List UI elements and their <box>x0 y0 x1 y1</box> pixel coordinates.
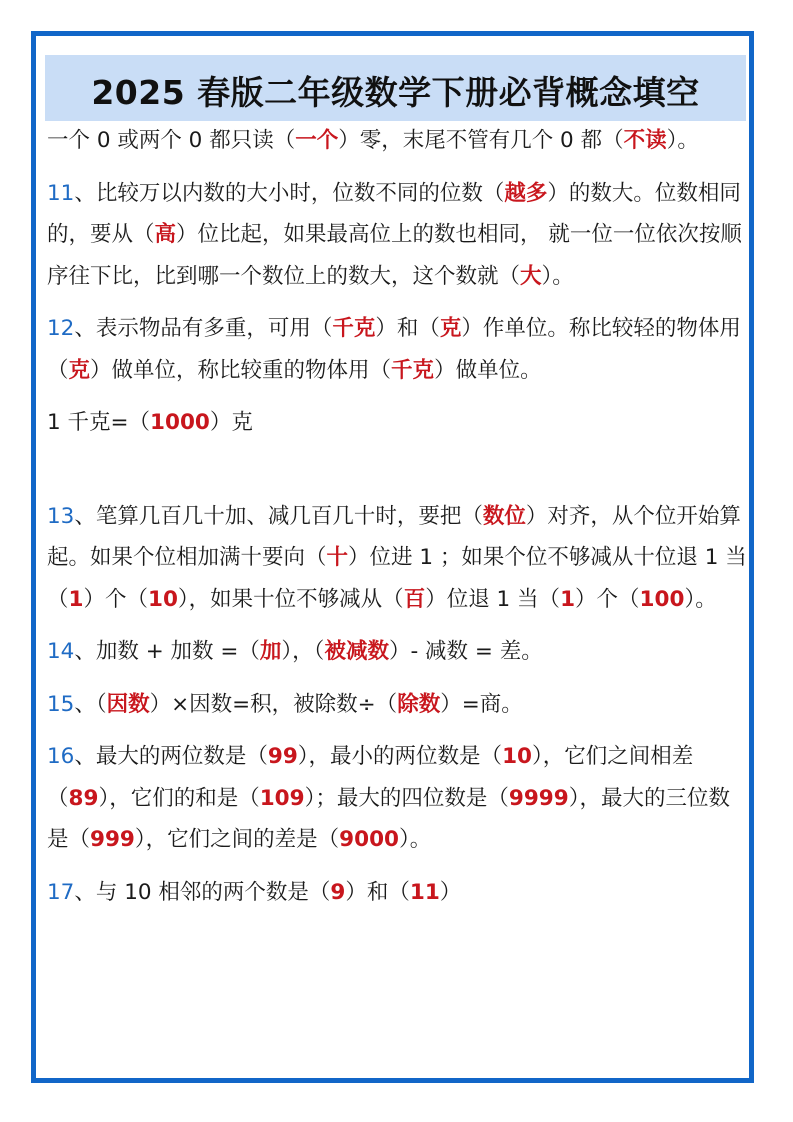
statement-text: ） <box>439 879 462 905</box>
statement-text: ）和（ <box>345 879 410 905</box>
answer-text: 高 <box>154 222 177 247</box>
answer-text: 109 <box>259 785 305 811</box>
item-number: 12 <box>47 316 75 341</box>
item-number: 11 <box>47 180 75 206</box>
statement-text: ）位退 1 当（ <box>425 586 561 612</box>
statement-text: ）对齐，从个位开始算起。如果个位相加满十要向（ <box>47 503 741 570</box>
answer-text: 十 <box>326 545 349 570</box>
statement-text: ）做单位。 <box>434 357 542 383</box>
item-number: 15 <box>47 691 75 717</box>
answer-text: 89 <box>68 785 99 811</box>
answer-text: 百 <box>403 586 426 612</box>
answer-text: 一个 <box>295 128 339 153</box>
statement-text: ）。 <box>399 827 432 852</box>
answer-text: 数位 <box>482 503 526 529</box>
statement-text: ），它们之间相差（ <box>47 744 694 811</box>
concept-item <box>47 872 747 914</box>
statement-text: 、比较万以内数的大小时，位数不同的位数（ <box>74 180 505 206</box>
statement-text: ）的数大。位数相同的，要从（ <box>47 180 741 247</box>
statement-text: ）作单位。称比较轻的物体用（ <box>47 316 741 383</box>
answer-text: 1 <box>560 586 576 612</box>
statement-text: ），如果十位不够减从（ <box>177 586 404 612</box>
page-title: 2025 春版二年级数学下册必背概念填空 <box>91 73 700 112</box>
statement-text: ），最小的两位数是（ <box>297 744 503 769</box>
item-number: 13 <box>47 503 75 529</box>
answer-text: 10 <box>148 586 178 612</box>
concept-item <box>47 684 747 726</box>
concept-list <box>47 120 747 924</box>
blank-gap <box>47 455 747 496</box>
answer-text: 9000 <box>339 827 400 852</box>
item-number: 14 <box>47 639 75 664</box>
statement-text: ），（ <box>281 639 325 664</box>
answer-text: 千克 <box>391 357 435 383</box>
item-number: 17 <box>47 879 75 905</box>
answer-text: 克 <box>68 357 91 383</box>
statement-text: ）位进 1 ；如果个位不够减从十位退 1 当（ <box>47 545 747 612</box>
answer-text: 大 <box>520 263 542 289</box>
statement-text: ），它们之间的差是（ <box>134 827 340 852</box>
concept-item <box>47 402 747 444</box>
concept-item <box>47 173 747 298</box>
answer-text: 9999 <box>508 785 569 811</box>
answer-text: 克 <box>439 316 462 341</box>
statement-text: ）零，末尾不管有几个 0 都（ <box>338 128 624 153</box>
statement-text: 、最大的两位数是（ <box>74 744 268 769</box>
statement-text: ）；最大的四位数是（ <box>304 785 509 811</box>
statement-text: 、表示物品有多重，可用（ <box>74 316 333 341</box>
answer-text: 11 <box>409 879 440 905</box>
answer-text: 1 <box>68 586 84 612</box>
statement-text: 、与 10 相邻的两个数是（ <box>74 879 331 905</box>
statement-text: ）。 <box>684 586 717 612</box>
statement-text: 、笔算几百几十加、减几百几十时，要把（ <box>74 503 483 529</box>
statement-text: ）- 减数 = 差。 <box>388 639 543 664</box>
statement-text: ）和（ <box>375 316 440 341</box>
statement-text: 一个 0 或两个 0 都只读（ <box>47 128 296 153</box>
statement-text: ）克 <box>209 410 253 435</box>
answer-text: 999 <box>90 827 135 852</box>
concept-item <box>47 496 747 621</box>
item-number: 16 <box>47 744 75 769</box>
answer-text: 99 <box>267 744 298 769</box>
statement-text: 1 千克=（ <box>47 410 151 435</box>
answer-text: 被减数 <box>324 639 389 664</box>
answer-text: 因数 <box>106 691 150 717</box>
answer-text: 除数 <box>397 691 441 717</box>
statement-text: ）×因数=积，被除数÷（ <box>149 691 398 717</box>
statement-text: 、（ <box>74 691 107 717</box>
answer-text: 越多 <box>504 180 548 206</box>
statement-text: ）个（ <box>83 586 148 612</box>
statement-text: ）=商。 <box>440 691 523 717</box>
answer-text: 加 <box>259 639 282 664</box>
statement-text: ）。 <box>666 128 699 153</box>
answer-text: 100 <box>639 586 685 612</box>
statement-text: ）做单位，称比较重的物体用（ <box>90 357 392 383</box>
answer-text: 不读 <box>623 128 667 153</box>
title-banner <box>45 55 746 121</box>
concept-item <box>47 736 747 861</box>
statement-text: ）位比起，如果最高位上的数也相同， 就一位一位依次按顺序往下比，比到哪一个数位上的数大，这个数就（ <box>47 222 742 289</box>
statement-text: ）。 <box>541 263 574 289</box>
concept-item <box>47 631 747 673</box>
statement-text: ）个（ <box>575 586 640 612</box>
answer-text: 千克 <box>332 316 376 341</box>
answer-text: 1000 <box>150 410 210 435</box>
concept-item <box>47 120 747 162</box>
statement-text: ），最大的三位数是（ <box>47 785 730 852</box>
answer-text: 9 <box>330 879 346 905</box>
statement-text: 、加数 + 加数 =（ <box>74 639 260 664</box>
statement-text: ），它们的和是（ <box>98 785 260 811</box>
concept-item <box>47 308 747 391</box>
answer-text: 10 <box>502 744 532 769</box>
